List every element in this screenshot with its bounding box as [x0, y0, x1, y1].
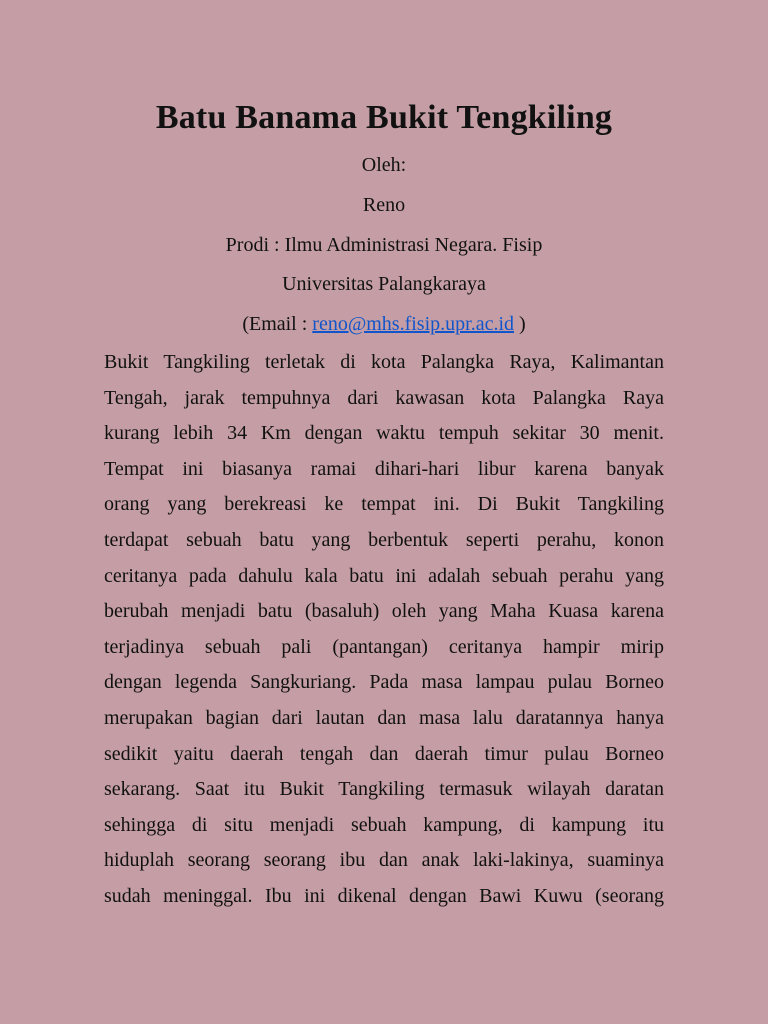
body-line: terdapat sebuah batu yang berbentuk seperti perahu, konon: [104, 528, 664, 551]
email-link[interactable]: reno@mhs.fisip.upr.ac.id: [312, 313, 515, 335]
study-program: Prodi : Ilmu Administrasi Negara. Fisip: [225, 234, 543, 256]
body-line: ceritanya pada dahulu kala batu ini adalah sebuah perahu yang: [104, 564, 664, 587]
email-suffix: ): [514, 313, 526, 335]
body-line: orang yang berekreasi ke tempat ini. Di Bukit Tangkiling: [104, 493, 664, 516]
body-line: sekarang. Saat itu Bukit Tangkiling termasuk wilayah daratan: [104, 778, 664, 801]
email-prefix: (Email :: [242, 313, 313, 335]
body-line: Tempat ini biasanya ramai dihari-hari libur karena banyak: [104, 457, 664, 480]
body-line: Tengah, jarak tempuhnya dari kawasan kota Palangka Raya: [104, 386, 664, 409]
body-line: hiduplah seorang seorang ibu dan anak laki-lakinya, suaminya: [104, 849, 664, 872]
body-line: sudah meninggal. Ibu ini dikenal dengan Bawi Kuwu (seorang: [104, 884, 664, 907]
body-line: Bukit Tangkiling terletak di kota Palangka Raya, Kalimantan: [104, 351, 664, 373]
body-line: sedikit yaitu daerah tengah dan daerah timur pulau Borneo: [104, 742, 664, 765]
body-line: sehingga di situ menjadi sebuah kampung, di kampung itu: [104, 813, 664, 836]
body-paragraph: [104, 345, 664, 915]
author-label: Oleh:: [361, 154, 407, 176]
body-line: berubah menjadi batu (basaluh) oleh yang Maha Kuasa karena: [104, 600, 664, 623]
body-line: terjadinya sebuah pali (pantangan) ceritanya hampir mirip: [104, 635, 664, 658]
author-name: Reno: [362, 194, 406, 216]
body-line: kurang lebih 34 Km dengan waktu tempuh sekitar 30 menit.: [104, 422, 664, 445]
university-name: Universitas Palangkaraya: [282, 273, 486, 295]
body-line: dengan legenda Sangkuriang. Pada masa lampau pulau Borneo: [104, 671, 664, 694]
email-line: [0, 311, 768, 337]
document-title: Batu Banama Bukit Tengkiling: [155, 99, 613, 136]
body-line: merupakan bagian dari lautan dan masa lalu daratannya hanya: [104, 706, 664, 729]
